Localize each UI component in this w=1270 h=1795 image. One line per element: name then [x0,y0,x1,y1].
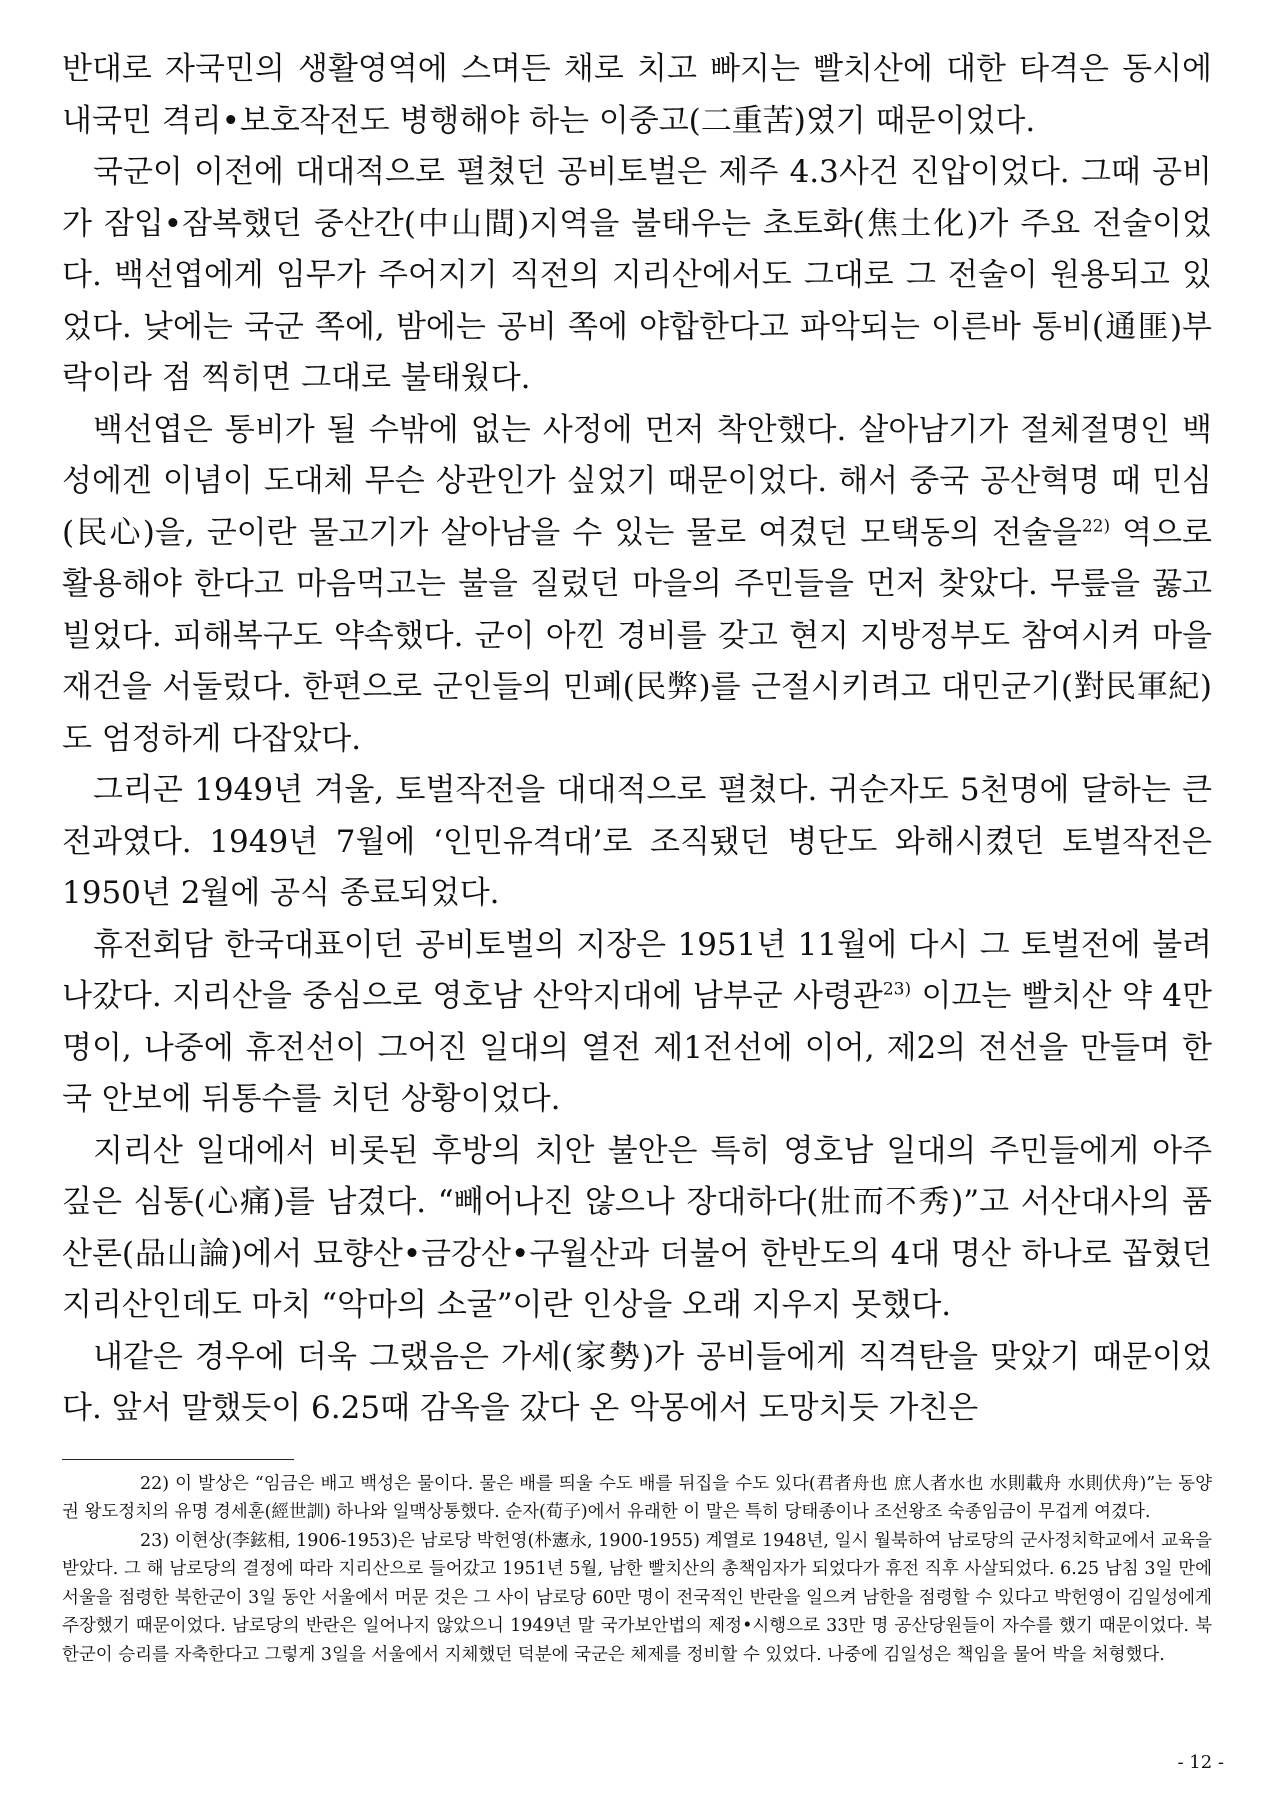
document-page [62,44,1212,1774]
paragraph [62,405,1212,766]
paragraph [62,1126,1212,1332]
paragraph-text: 이끄는 빨치산 약 4만 명이, 나중에 휴전선이 그어진 일대의 열전 제1전선에 이어, 제2의 전선을 만들며 한국 안보에 뒤통수를 치던 상황이었다. [62,978,1212,1117]
paragraph [62,147,1212,405]
paragraph-text: 지리산 일대에서 비롯된 후방의 치안 불안은 특히 영호남 일대의 주민들에게 아주 깊은 심통(心痛)를 남겼다. “빼어나진 않으나 장대하다(壯而不秀)”고 서산대사의 품산론(品山論)에서 묘향산•금강산•구월산과 더불어 한반도의 4대 명산 하나로 꼽혔던 지리산인데도 마치 “악마의 소굴”이란 인상을 오래 지우지 못했다. [62,1132,1212,1323]
paragraph-text: 내같은 경우에 더욱 그랬음은 가세(家勢)가 공비들에게 직격탄을 맞았기 때문이었다. 앞서 말했듯이 6.25때 감옥을 갔다 온 악몽에서 도망치듯 가친은 [62,1338,1212,1426]
paragraph [62,765,1212,920]
paragraph-text: 반대로 자국민의 생활영역에 스며든 채로 치고 빠지는 빨치산에 대한 타격은 동시에 내국민 격리•보호작전도 병행해야 하는 이중고(二重苦)였기 때문이었다. [62,51,1212,139]
footnote-23: 23) 이현상(李鉉相, 1906-1953)은 남로당 박헌영(朴憲永, 1900-1955) 계열로 1948년, 일시 월북하여 남로당의 군사정치학교에서 교육을 받았다. 그 해 남로당의 결정에 따라 지리산으로 들어갔고 1951년 5월, 남한 빨치산의 총책임자가 되었다가 휴전 직후 사살되었다. 6.25 남침 3일 만에 서울을 점령한 북한군이 3일 동안 서울에서 머문 것은 그 사이 남로당 60만 명이 전국적인 반란을 일으켜 남한을 점령할 수 있다고 박헌영이 김일성에게 주장했기 때문이었다. 남로당의 반란은 일어나지 않았으니 1949년 말 국가보안법의 제정•시행으로 33만 명 공산당원들이 자수를 했기 때문이었다. 북한군이 승리를 자축한다고 그렇게 3일을 서울에서 지체했던 덕분에 국군은 체제를 정비할 수 있었다. 나중에 김일성은 책임을 물어 박을 처형했다. [62,1530,1212,1666]
paragraph [62,1332,1212,1435]
body-text [62,44,1212,1435]
footnote-ref-23[interactable]: 23) [882,979,912,1000]
footnote-divider [62,1459,294,1460]
footnote-ref-22[interactable]: 22) [1081,516,1111,537]
paragraph [62,44,1212,147]
paragraph-text: 그리곤 1949년 겨울, 토벌작전을 대대적으로 펼쳤다. 귀순자도 5천명에 달하는 큰 전과였다. 1949년 7월에 ‘인민유격대’로 조직됐던 병단도 와해시켰던 토벌작전은 1950년 2월에 공식 종료되었다. [62,772,1212,911]
paragraph-text: 국군이 이전에 대대적으로 펼쳤던 공비토벌은 제주 4.3사건 진압이었다. 그때 공비가 잠입•잠복했던 중산간(中山間)지역을 불태우는 초토화(焦土化)가 주요 전술이었다. 백선엽에게 임무가 주어지기 직전의 지리산에서도 그대로 그 전술이 원용되고 있었다. 낮에는 국군 쪽에, 밤에는 공비 쪽에 야합한다고 파악되는 이른바 통비(通匪)부락이라 점 찍히면 그대로 불태웠다. [62,154,1213,396]
paragraph-text: 백선엽은 통비가 될 수밖에 없는 사정에 먼저 착안했다. 살아남기가 절체절명인 백성에겐 이념이 도대체 무슨 상관인가 싶었기 때문이었다. 해서 중국 공산혁명 때 민심(民心)을, 군이란 물고기가 살아남을 수 있는 물로 여겼던 모택동의 전술을 [62,411,1212,551]
footnote-22: 22) 이 발상은 “임금은 배고 백성은 물이다. 물은 배를 띄울 수도 배를 뒤집을 수도 있다(君者舟也 庶人者水也 水則載舟 水則伏舟)”는 동양권 왕도정치의 유명 경세훈(經世訓) 하나와 일맥상통했다. 순자(荀子)에서 유래한 이 말은 특히 당태종이나 조선왕조 숙종임금이 무겁게 여겼다. [62,1473,1212,1523]
footnotes [62,1470,1212,1670]
paragraph [62,920,1212,1126]
paragraph-text: 역으로 활용해야 한다고 마음먹고는 불을 질렀던 마을의 주민들을 먼저 찾았다. 무릎을 꿇고 빌었다. 피해복구도 약속했다. 군이 아낀 경비를 갖고 현지 지방정부도 참여시켜 마을 재건을 서둘렀다. 한편으로 군인들의 민폐(民弊)를 근절시키려고 대민군기(對民軍紀)도 엄정하게 다잡았다. [62,514,1212,757]
paragraph-text: 휴전회담 한국대표이던 공비토벌의 지장은 1951년 11월에 다시 그 토벌전에 불려나갔다. 지리산을 중심으로 영호남 산악지대에 남부군 사령관 [62,926,1212,1014]
page-number: - 12 - [1177,1752,1224,1773]
